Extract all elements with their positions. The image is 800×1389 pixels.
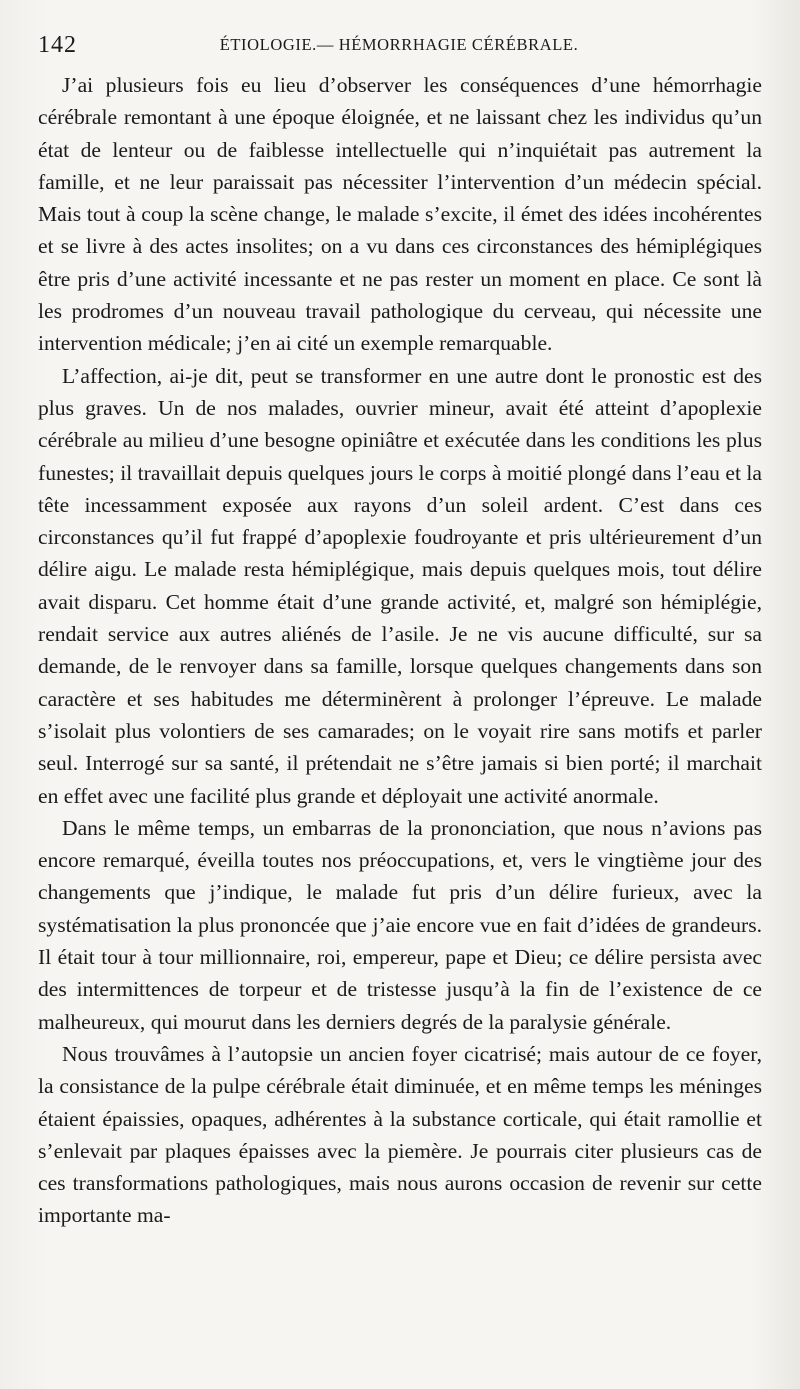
paragraph: Dans le même temps, un embarras de la prononciation, que nous n’avions pas encore remarqué, éveilla toutes nos préoccupations, et, vers le vingtième jour des changements que j’indique, le malade fut pris d’un délire furieux, avec la systématisation la plus prononcée que j’aie encore vue en fait d’idées de grandeurs. Il était tour à tour millionnaire, roi, empereur, pape et Dieu; ce délire persista avec des intermittences de torpeur et de tristesse jusqu’à la fin de l’existence de ce malheureux, qui mourut dans les derniers degrés de la paralysie générale.: [38, 815, 762, 1034]
paragraph: J’ai plusieurs fois eu lieu d’observer les conséquences d’une hémorrhagie cérébrale remontant à une époque éloignée, et ne laissant chez les individus qu’un état de lenteur ou de faiblesse intellectuelle qui n’inquiétait pas autrement la famille, et ne leur paraissait pas nécessiter l’intervention d’un médecin spécial. Mais tout à coup la scène change, le malade s’excite, il émet des idées incohérentes et se livre à des actes insolites; on a vu dans ces circonstances des hémiplégiques être pris d’une activité incessante et ne pas rester un moment en place. Ce sont là les prodromes d’un nouveau travail pathologique du cerveau, qui nécessite une intervention médicale; j’en ai cité un exemple remarquable.: [38, 73, 762, 356]
page-header: [38, 30, 760, 60]
paragraph: L’affection, ai-je dit, peut se transformer en une autre dont le pronostic est des plus graves. Un de nos malades, ouvrier mineur, avait été atteint d’apoplexie cérébrale au milieu d’une besogne opiniâtre et exécutée dans les conditions les plus funestes; il travaillait depuis quelques jours le corps à moitié plongé dans l’eau et la tête incessamment exposée aux rayons d’un soleil ardent. C’est dans ces circonstances qu’il fut frappé d’apoplexie foudroyante et pris ultérieurement d’un délire aigu. Le malade resta hémiplégique, mais depuis quelques mois, tout délire avait disparu. Cet homme était d’une grande activité, et, malgré son hémiplégie, rendait service aux autres aliénés de l’asile. Je ne vis aucune difficulté, sur sa demande, de le renvoyer dans sa famille, lorsque quelques changements dans son caractère et ses habitudes me déterminèrent à prolonger l’épreuve. Le malade s’isolait plus volontiers de ses camarades; on le voyait rire sans motifs et parler seul. Interrogé sur sa santé, il prétendait ne s’être jamais si bien porté; il marchait en effet avec une facilité plus grande et déployait une activité anormale.: [38, 363, 762, 808]
page-number: 142: [38, 31, 77, 58]
running-head: ÉTIOLOGIE.— HÉMORRHAGIE CÉRÉBRALE.: [219, 35, 579, 54]
body-text: [38, 69, 762, 1232]
paragraph: Nous trouvâmes à l’autopsie un ancien foyer cicatrisé; mais autour de ce foyer, la consistance de la pulpe cérébrale était diminuée, et en même temps les méninges étaient épaissies, opaques, adhérentes à la substance corticale, qui était ramollie et s’enlevait par plaques épaisses avec la piemère. Je pourrais citer plusieurs cas de ces transformations pathologiques, mais nous aurons occasion de revenir sur cette importante ma-: [38, 1041, 762, 1228]
